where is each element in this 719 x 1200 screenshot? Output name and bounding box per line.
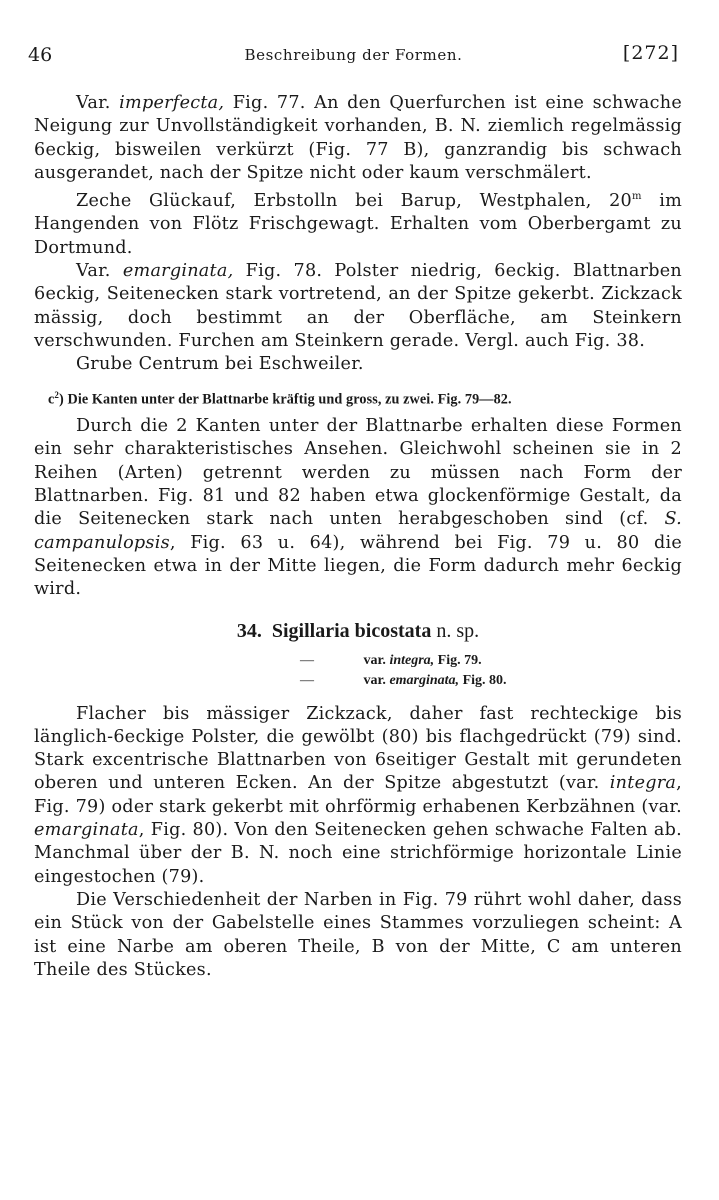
var-label: Var.: [76, 260, 111, 281]
species-name: Sigillaria bicostata: [271, 619, 432, 642]
paragraph-description: [34, 703, 682, 889]
synonym-label: var.: [363, 652, 386, 668]
paragraph-text: Fig. 77. An den Querfurchen ist eine schwache Neigung zur Unvollständigkeit vorhanden, B. N. ziemlich regelmässig 6eckig, bisweilen verkürzt (Fig. 77 B), ganzrandig bis schwach ausgerandet, nach der Spitze nicht oder kaum verschmälert.: [34, 93, 683, 183]
paragraph-text: Fig. 78. Polster niedrig, 6eckig. Blattnarben 6eckig, Seitenecken stark vortretend, an der Spitze gekerbt. Zickzack mässig, doch bestimmt an der Oberfläche, am Steinkern verschwunden. Furchen am Steinkern gerade. Vergl. auch Fig. 38.: [34, 260, 682, 351]
var-name-imperfecta: imperfecta,: [119, 93, 225, 113]
subsection-letter: c: [48, 392, 55, 409]
var-name-integra: integra: [609, 773, 677, 794]
paragraph-text: Flacher bis mässiger Zickzack, daher fast rechteckige bis länglich-6eckige Polster, die gewölbt (80) bis flachgedrückt (79) sind. Stark excentrische Blattnarben von 6seitiger Gestalt mit gerundeten oberen und unteren Ecken. An der Spitze abgestutzt (var.: [34, 703, 682, 794]
subsection-text: ) Die Kanten unter der Blattnarbe kräftig und gross, zu zwei. Fig. 79—82.: [59, 392, 512, 409]
paragraph-locality-centrum: Grube Centrum bei Eschweiler.: [76, 354, 364, 375]
synonym-var: integra,: [389, 652, 435, 668]
synonym-dash: —: [300, 672, 314, 688]
synonym-fig: Fig. 80.: [462, 672, 507, 688]
paragraph-text: , Fig. 80). Von den Seitenecken gehen schwache Falten ab. Manchmal über der B. N. noch eine strichförmige horizontale Linie eingestochen (79).: [34, 820, 682, 887]
bracket-page-number: [272]: [622, 42, 679, 64]
species-suffix: n. sp.: [436, 619, 480, 642]
var-name-emarginata: emarginata: [34, 820, 139, 841]
species-heading: [34, 620, 682, 643]
paragraph-text: , Fig. 79) oder stark gekerbt mit ohrförmig erhabenen Kerbzähnen (var.: [34, 773, 682, 817]
paragraph-text: im Hangenden von Flötz Frischgewagt. Erhalten vom Oberbergamt zu Dortmund.: [34, 191, 683, 258]
synonym-fig: Fig. 79.: [437, 652, 482, 668]
paragraph-text: Zeche Glückauf, Erbstolln bei Barup, Westphalen, 20: [76, 191, 632, 212]
synonym-line: [300, 651, 682, 671]
paragraph-verschiedenheit: Die Verschiedenheit der Narben in Fig. 79 rührt wohl daher, dass ein Stück von der Gabelstelle eines Stammes vorzuliegen scheint: A ist eine Narbe am oberen Theile, B von der Mitte, C am unteren Theile des Stückes.: [34, 889, 682, 980]
var-name-emarginata: emarginata,: [122, 260, 234, 281]
paragraph-text: Durch die 2 Kanten unter der Blattnarbe erhalten diese Formen ein sehr charakteristisches Ansehen. Gleichwohl scheinen sie in 2 Reihen (Arten) getrennt werden zu müssen nach Form der Blattnarben. Fig. 81 und 82 haben etwa glockenförmige Gestalt, da die Seitenecken stark nach unten herabgeschoben sind (cf.: [34, 416, 682, 530]
superscript: m: [631, 191, 642, 203]
subsection-heading-c2: [34, 384, 682, 411]
paragraph-kanten: [34, 415, 682, 601]
paragraph-locality-glueckauf: [34, 185, 682, 260]
species-ref-campanulopsis: S. campanulopsis: [34, 509, 682, 553]
var-label: Var.: [76, 93, 111, 113]
running-title: Beschreibung der Formen.: [244, 46, 463, 64]
page-header: [28, 40, 679, 70]
synonym-line: [300, 671, 682, 691]
page-body: [34, 92, 682, 982]
superscript: 2: [54, 390, 60, 401]
species-number: 34.: [236, 619, 262, 642]
synonym-dash: —: [300, 652, 314, 668]
page-number: 46: [28, 44, 53, 66]
synonym-label: var.: [363, 672, 386, 688]
paragraph-var-imperfecta: [34, 92, 682, 185]
paragraph-var-emarginata: [34, 260, 682, 353]
synonym-var: emarginata,: [389, 672, 460, 688]
paragraph-text: , Fig. 63 u. 64), während bei Fig. 79 u. 80 die Seitenecken etwa in der Mitte liegen, die Form dadurch mehr 6eckig wird.: [34, 532, 682, 600]
